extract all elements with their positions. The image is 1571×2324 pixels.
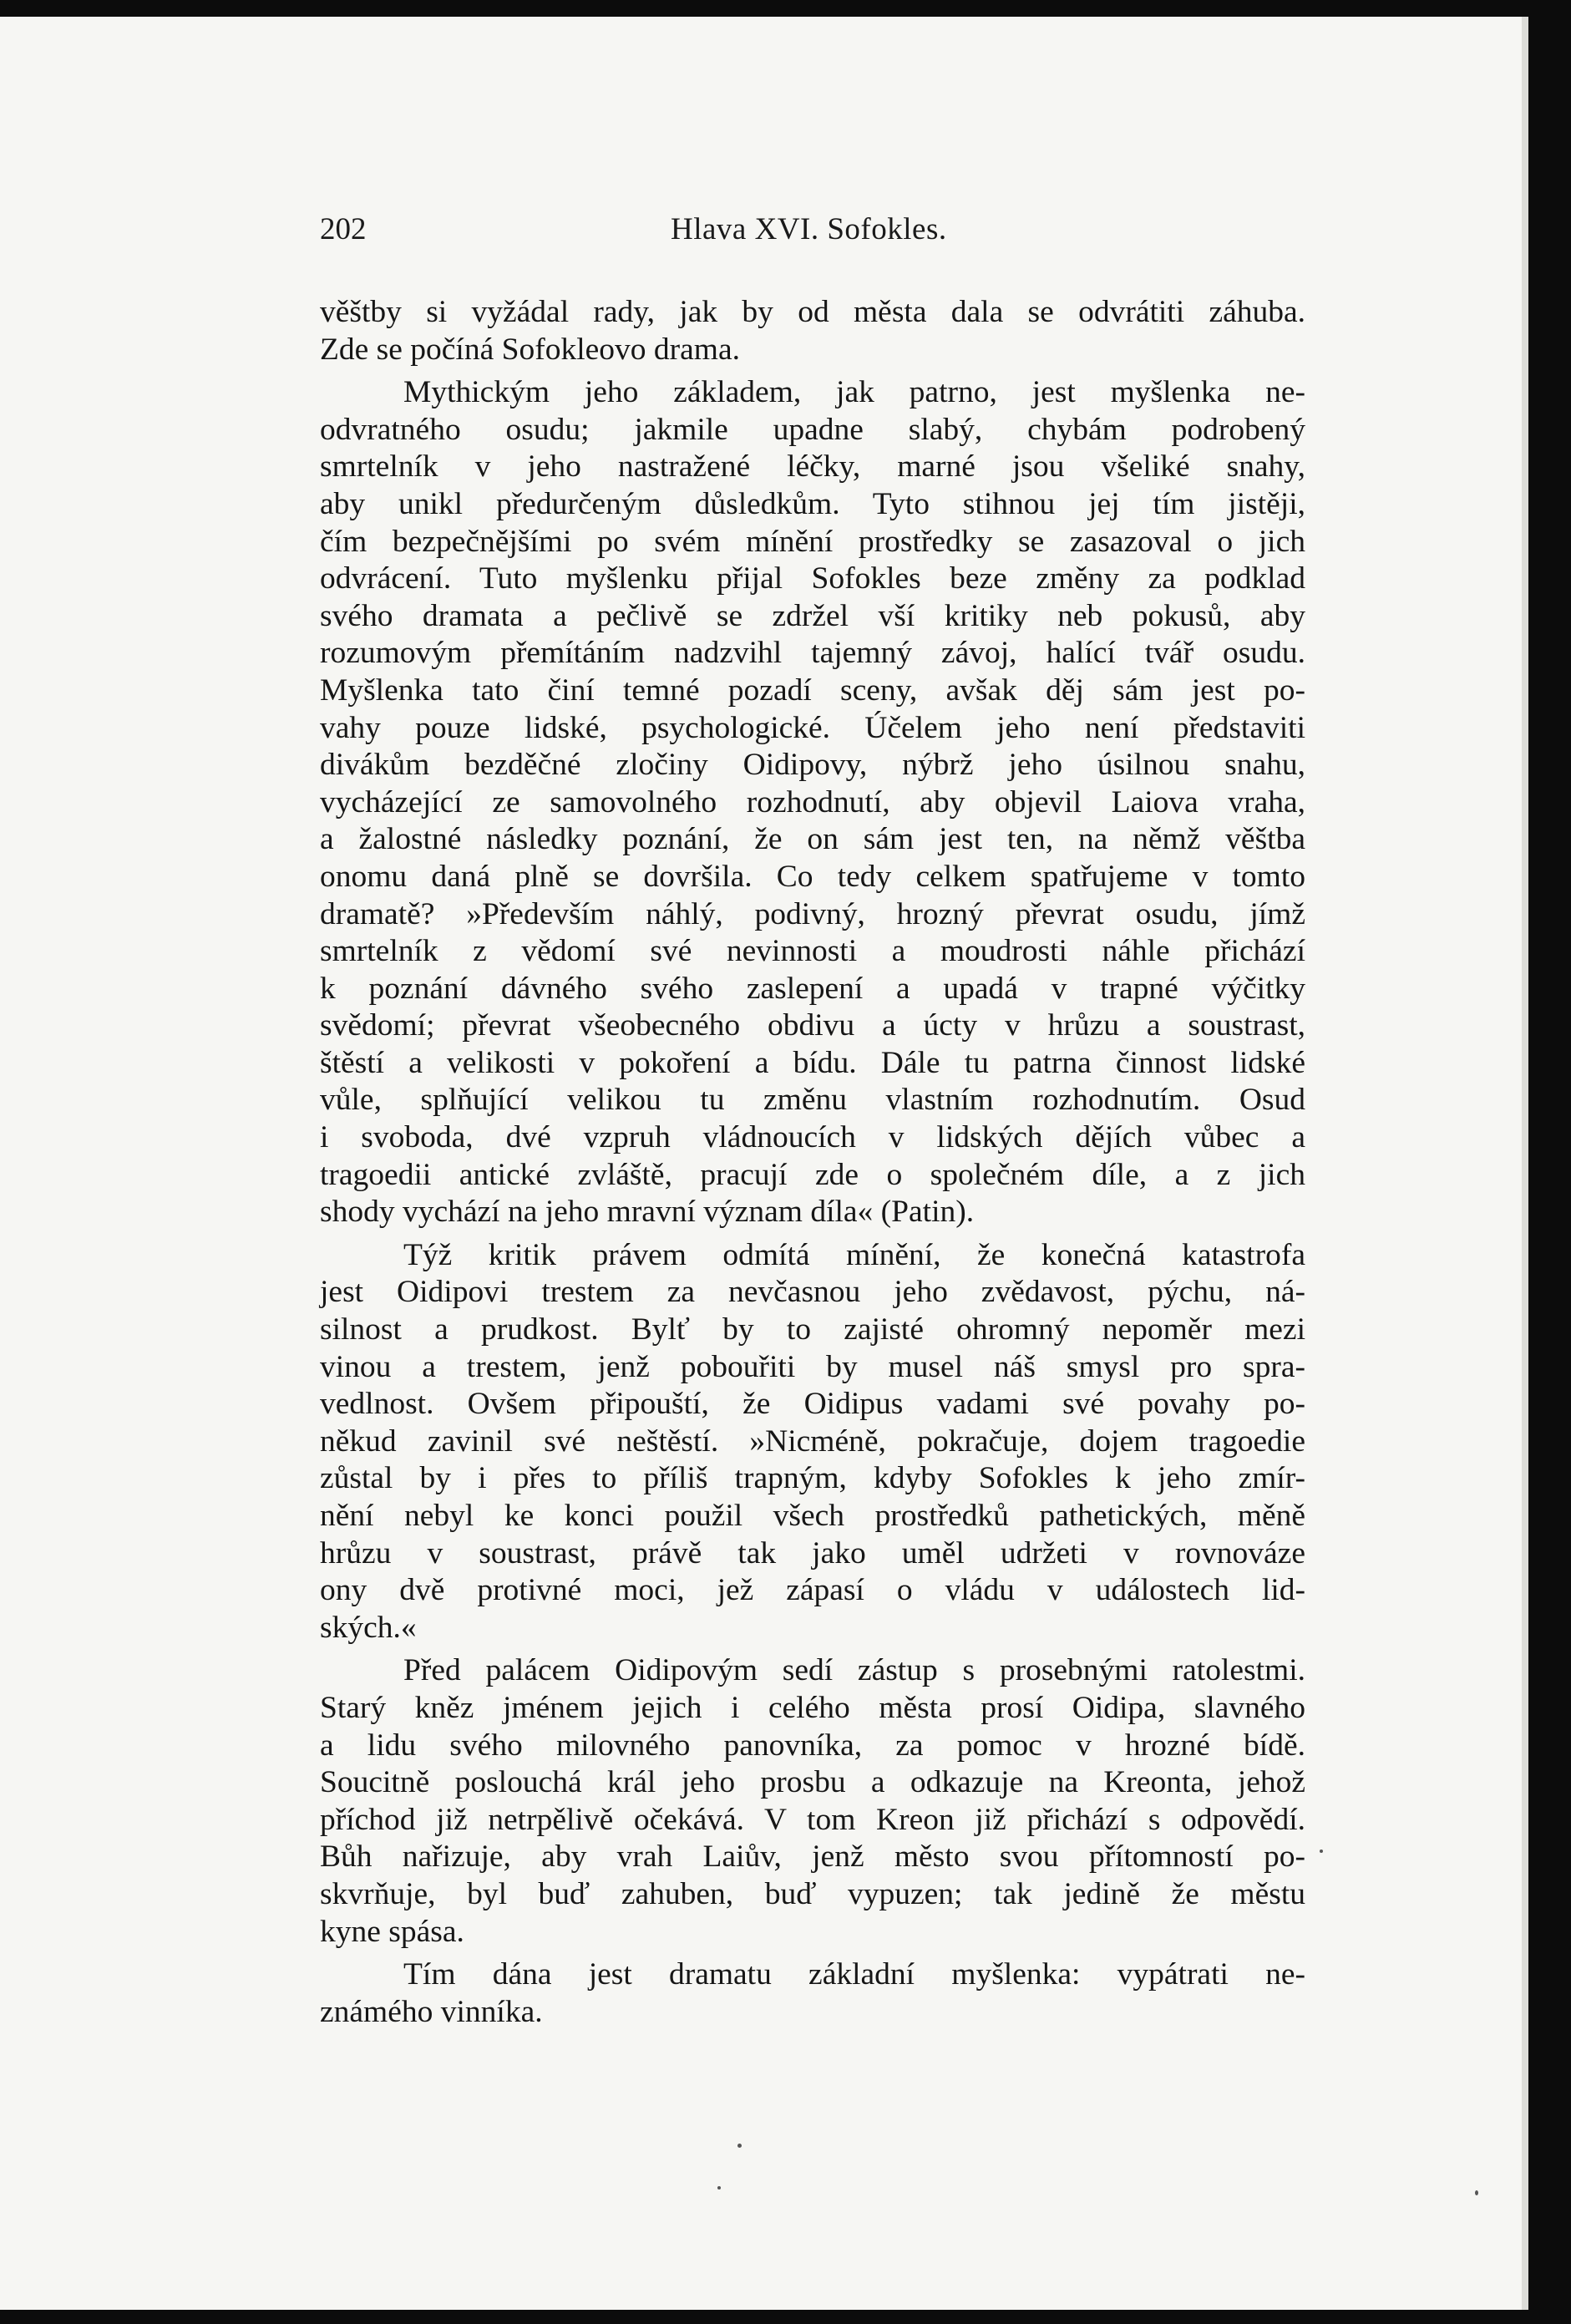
text-line: onomu daná plně se dovršila. Co tedy celkem spatřujeme v tomto: [320, 859, 1305, 894]
text-line: odvrácení. Tuto myšlenku přijal Sofokles beze změny za podklad: [320, 561, 1305, 596]
text-line: Soucitně poslouchá král jeho prosbu a odkazuje na Kreonta, jehož: [320, 1765, 1305, 1800]
text-line: svého dramata a pečlivě se zdržel vší kritiky neb pokusů, aby: [320, 598, 1305, 633]
text-line: skvrňuje, byl buď zahuben, buď vypuzen; tak jedině že městu: [320, 1876, 1305, 1911]
text-line: někud zavinil své neštěstí. »Nicméně, pokračuje, dojem tragoedie: [320, 1423, 1305, 1459]
text-line: ských.«: [320, 1610, 417, 1645]
text-line: kyne spása.: [320, 1914, 464, 1949]
text-line: Bůh nařizuje, aby vrah Laiův, jenž město svou přítomností po-: [320, 1839, 1305, 1875]
text-line: věštby si vyžádal rady, jak by od města dala se odvrátiti záhuba.: [320, 295, 1305, 329]
text-line: silnost a prudkost. Bylť by to zajisté ohromný nepoměr mezi: [320, 1312, 1305, 1347]
text-line: jest Oidipovi trestem za nevčasnou jeho zvědavost, pýchu, ná-: [320, 1275, 1305, 1310]
text-line: dramatě? »Především náhlý, podivný, hrozný převrat osudu, jímž: [320, 896, 1305, 931]
paragraph: [320, 1652, 1305, 1951]
text-line: známého vinníka.: [320, 1994, 543, 2029]
text-line: smrtelník z vědomí své nevinnosti a moudrosti náhle přichází: [320, 934, 1305, 969]
text-line: Zde se počíná Sofokleovo drama.: [320, 332, 740, 367]
text-line: odvratného osudu; jakmile upadne slabý, chybám podrobený: [320, 412, 1305, 447]
text-line: svědomí; převrat všeobecného obdivu a úcty v hrůzu a soustrast,: [320, 1008, 1305, 1043]
text-line: vinou a trestem, jenž pobouřiti by musel náš smysl pro spra-: [320, 1349, 1305, 1384]
paragraph: [320, 1237, 1305, 1647]
running-title: Hlava XVI. Sofokles.: [671, 212, 947, 246]
text-line: ony dvě protivné moci, jež zápasí o vládu v událostech lid-: [320, 1573, 1305, 1608]
page-edge: [1522, 17, 1528, 2310]
text-line: štěstí a velikosti v pokoření a bídu. Dále tu patrna činnost lidské: [320, 1045, 1305, 1080]
paragraph: [320, 294, 1305, 368]
text-line: Před palácem Oidipovým sedí zástup s prosebnými ratolestmi.: [403, 1653, 1305, 1688]
text-line: zůstal by i přes to příliš trapným, kdyby Sofokles k jeho zmír-: [320, 1461, 1305, 1496]
text-line: Myšlenka tato činí temné pozadí sceny, avšak děj sám jest po-: [320, 672, 1305, 708]
text-line: Tím dána jest dramatu základní myšlenka: vypátrati ne-: [403, 1957, 1305, 1992]
text-line: a lidu svého milovného panovníka, za pomoc v hrozné bídě.: [320, 1728, 1305, 1763]
text-line: Týž kritik právem odmítá mínění, že konečná katastrofa: [403, 1237, 1305, 1272]
text-line: příchod již netrpělivě očekává. V tom Kreon již přichází s odpovědí.: [320, 1802, 1305, 1837]
text-line: rozumovým přemítáním nadzvihl tajemný závoj, halící tvář osudu.: [320, 636, 1305, 671]
paragraph: [320, 1956, 1305, 2031]
text-line: a žalostné následky poznání, že on sám jest ten, na němž věštba: [320, 822, 1305, 857]
print-speck: [1475, 2190, 1478, 2195]
text-line: aby unikl předurčeným důsledkům. Tyto stihnou jej tím jistěji,: [320, 486, 1305, 521]
text-line: smrtelník v jeho nastražené léčky, marné jsou všeliké snahy,: [320, 449, 1305, 485]
text-line: k poznání dávného svého zaslepení a upadá v trapné výčitky: [320, 971, 1305, 1006]
text-line: nění nebyl ke konci použil všech prostředků pathetických, měně: [320, 1499, 1305, 1533]
text-line: čím bezpečnějšími po svém mínění prostředky se zasazoval o jich: [320, 524, 1305, 559]
text-line: tragoedii antické zvláště, pracují zde o společném díle, a z jich: [320, 1157, 1305, 1192]
text-line: Starý kněz jménem jejich i celého města prosí Oidipa, slavného: [320, 1690, 1305, 1725]
text-line: i svoboda, dvé vzpruh vládnoucích v lidských dějích vůbec a: [320, 1120, 1305, 1155]
text-line: divákům bezděčné zločiny Oidipovy, nýbrž jeho úsilnou snahu,: [320, 748, 1305, 783]
paragraph: [320, 374, 1305, 1231]
text-line: vůle, splňující velikou tu změnu vlastním rozhodnutím. Osud: [320, 1083, 1305, 1118]
text-line: vahy pouze lidské, psychologické. Účelem jeho není představiti: [320, 710, 1305, 745]
text-line: hrůzu v soustrast, právě tak jako uměl udržeti v rovnováze: [320, 1535, 1305, 1570]
body-text: [320, 294, 1305, 2031]
text-line: Mythickým jeho základem, jak patrno, jest myšlenka ne-: [403, 375, 1305, 410]
print-speck: [1320, 1850, 1323, 1853]
text-line: vycházející ze samovolného rozhodnutí, aby objevil Laiova vraha,: [320, 784, 1305, 819]
text-line: shody vychází na jeho mravní význam díla« (Patin).: [320, 1195, 975, 1230]
page-number: 202: [320, 212, 367, 246]
print-speck: [737, 2144, 742, 2148]
text-line: vedlnost. Ovšem připouští, že Oidipus vadami své povahy po-: [320, 1387, 1305, 1422]
print-speck: [717, 2186, 721, 2190]
